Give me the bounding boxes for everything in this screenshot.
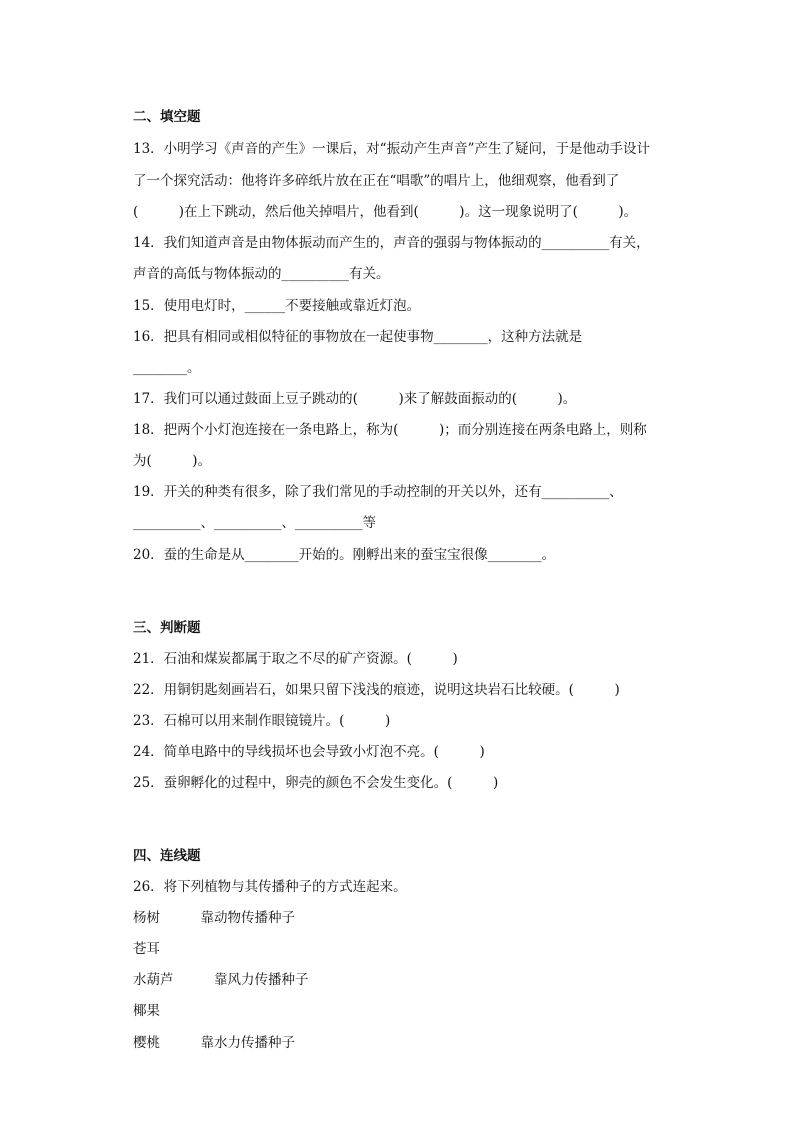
matching-item-water-hyacinth: 水葫芦 靠风力传播种子 bbox=[133, 972, 309, 988]
question-16-line-1: 16．把具有相同或相似特征的事物放在一起使事物________，这种方法就是 bbox=[133, 329, 583, 345]
question-13-line-2: 了一个探究活动：他将许多碎纸片放在正在“唱歌”的唱片上，他细观察，他看到了 bbox=[133, 173, 620, 189]
question-21: 21．石油和煤炭都属于取之不尽的矿产资源。( ) bbox=[133, 651, 458, 667]
matching-item-cherry: 樱桃 靠水力传播种子 bbox=[133, 1035, 295, 1051]
matching-item-cocklebur: 苍耳 bbox=[133, 941, 160, 957]
question-15: 15．使用电灯时，______不要接触或靠近灯泡。 bbox=[133, 298, 421, 314]
question-17: 17．我们可以通过鼓面上豆子跳动的( )来了解鼓面振动的( )。 bbox=[133, 391, 577, 407]
question-14-line-2: 声音的高低与物体振动的__________有关。 bbox=[133, 266, 390, 282]
question-13-line-3: ( )在上下跳动，然后他关掉唱片，他看到( )。这一现象说明了( )。 bbox=[133, 204, 638, 220]
matching-item-coconut: 椰果 bbox=[133, 1003, 160, 1019]
question-16-line-2: ________。 bbox=[133, 360, 201, 376]
question-19-line-1: 19．开关的种类有很多，除了我们常见的手动控制的开关以外，还有__________、 bbox=[133, 484, 623, 500]
matching-item-poplar: 杨树 靠动物传播种子 bbox=[133, 910, 295, 926]
section-heading-true-false: 三、判断题 bbox=[133, 620, 201, 636]
question-22: 22．用铜钥匙刻画岩石，如果只留下浅浅的痕迹，说明这块岩石比较硬。( ) bbox=[133, 682, 620, 698]
question-13-line-1: 13．小明学习《声音的产生》一课后，对“振动产生声音”产生了疑问，于是他动手设计 bbox=[133, 141, 650, 157]
section-heading-fill-blank: 二、填空题 bbox=[133, 109, 201, 125]
question-20: 20．蚕的生命是从________开始的。刚孵出来的蚕宝宝很像________。 bbox=[133, 547, 556, 563]
question-24: 24．简单电路中的导线损坏也会导致小灯泡不亮。( ) bbox=[133, 744, 485, 760]
question-18-line-2: 为( )。 bbox=[133, 453, 212, 469]
section-heading-matching: 四、连线题 bbox=[133, 848, 201, 864]
question-19-line-2: __________、__________、__________等 bbox=[133, 515, 376, 531]
question-14-line-1: 14．我们知道声音是由物体振动而产生的，声音的强弱与物体振动的__________有关， bbox=[133, 235, 650, 251]
question-25: 25．蚕卵孵化的过程中，卵壳的颜色不会发生变化。( ) bbox=[133, 775, 499, 791]
question-18-line-1: 18．把两个小灯泡连接在一条电路上，称为( )；而分别连接在两条电路上，则称 bbox=[133, 422, 647, 438]
question-23: 23．石棉可以用来制作眼镜镜片。( ) bbox=[133, 713, 391, 729]
question-26: 26．将下列植物与其传播种子的方式连起来。 bbox=[133, 879, 407, 895]
